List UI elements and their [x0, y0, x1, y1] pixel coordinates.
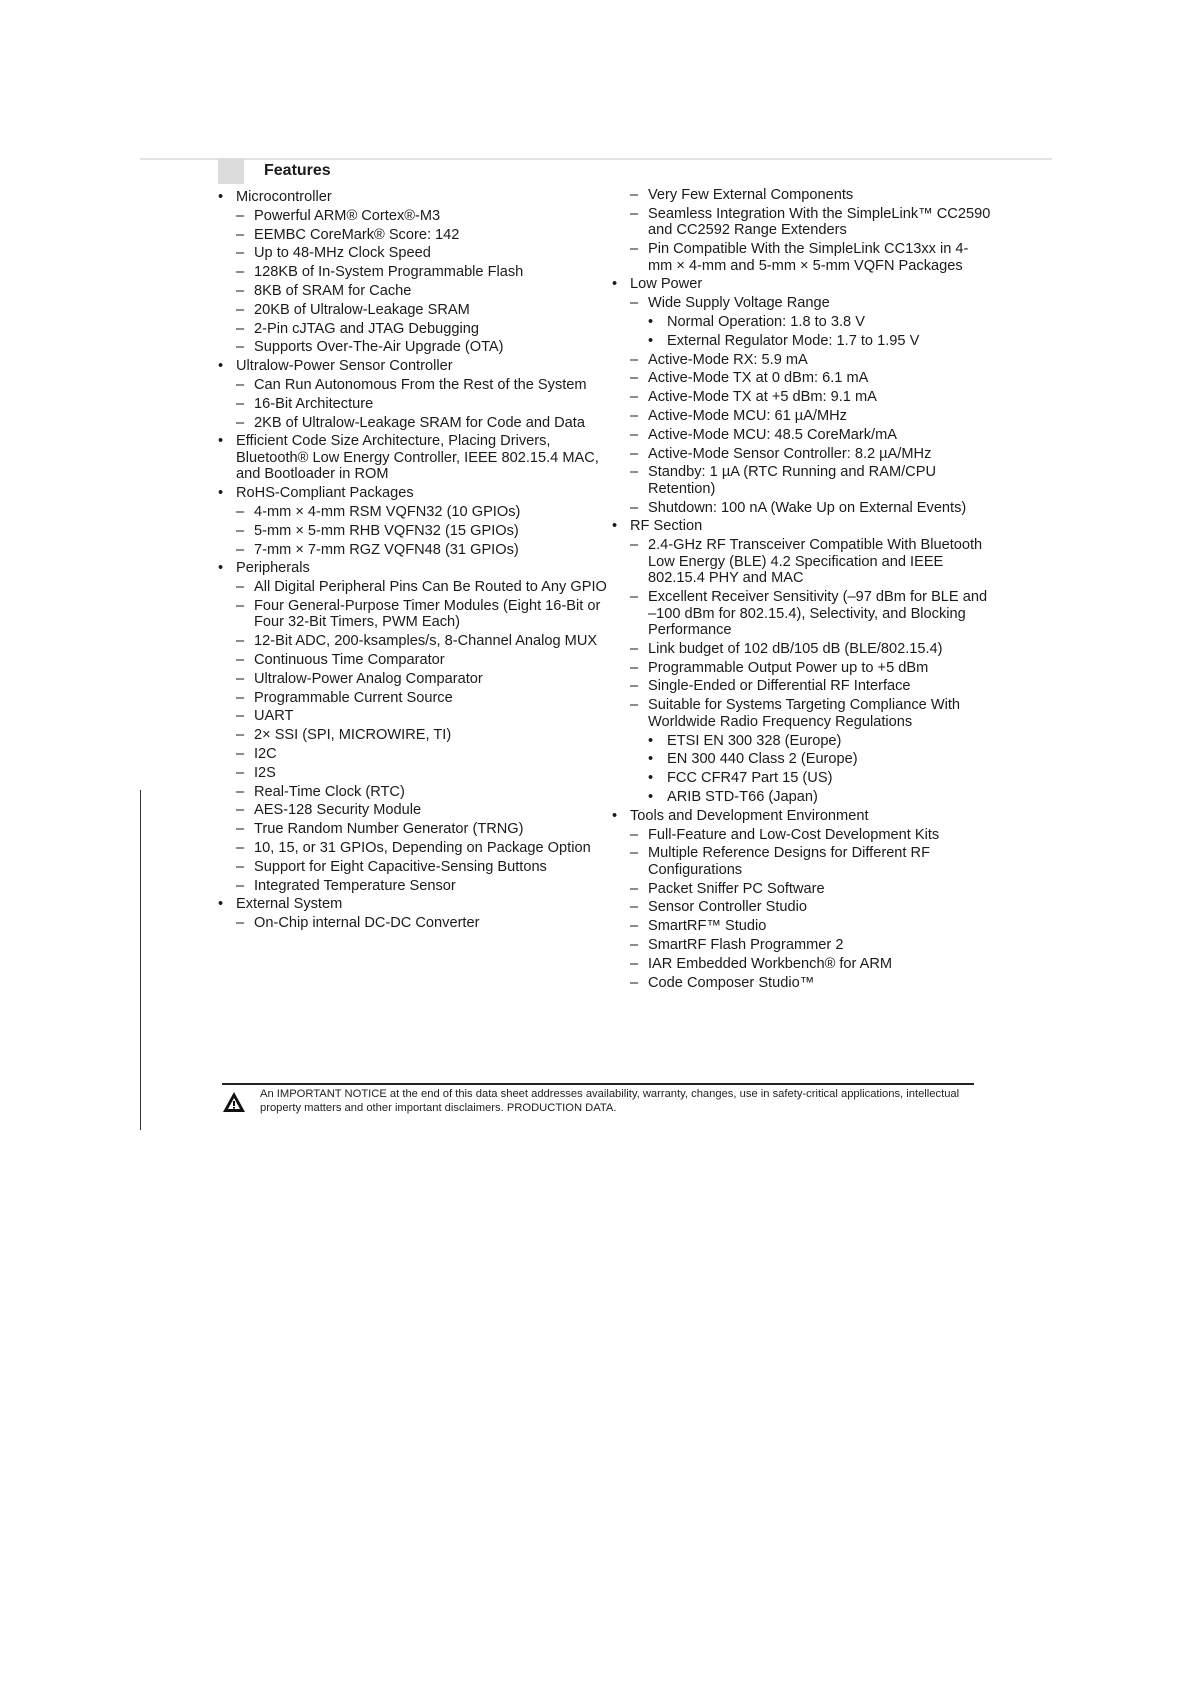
feature-subitem: • EN 300 440 Class 2 (Europe)	[612, 751, 992, 768]
feature-category: • RF Section	[612, 518, 992, 535]
feature-subitem: • Normal Operation: 1.8 to 3.8 V	[612, 314, 992, 331]
left-margin-rule	[140, 790, 141, 1130]
important-notice-text: An IMPORTANT NOTICE at the end of this data sheet addresses availability, warranty, changes, use in safety-critical applications, intellectual property matters and other important disclaimers. PRODUCTION DATA.	[260, 1088, 960, 1114]
feature-subitem: • FCC CFR47 Part 15 (US)	[612, 770, 992, 787]
feature-item: – 20KB of Ultralow-Leakage SRAM	[218, 302, 610, 319]
feature-item: – 5-mm × 5-mm RHB VQFN32 (15 GPIOs)	[218, 523, 610, 540]
feature-item: – SmartRF Flash Programmer 2	[612, 937, 992, 954]
feature-subitem: • ETSI EN 300 328 (Europe)	[612, 733, 992, 750]
feature-item: – Four General-Purpose Timer Modules (Eight 16-Bit or Four 32-Bit Timers, PWM Each)	[218, 598, 610, 631]
feature-category: • RoHS-Compliant Packages	[218, 485, 610, 502]
feature-item: – 2-Pin cJTAG and JTAG Debugging	[218, 321, 610, 338]
important-notice	[222, 1083, 974, 1115]
feature-item: – 8KB of SRAM for Cache	[218, 283, 610, 300]
feature-item: – 16-Bit Architecture	[218, 396, 610, 413]
feature-item: – 2× SSI (SPI, MICROWIRE, TI)	[218, 727, 610, 744]
feature-item: – Up to 48-MHz Clock Speed	[218, 245, 610, 262]
feature-category: • Microcontroller	[218, 189, 610, 206]
feature-item: – Seamless Integration With the SimpleLink™ CC2590 and CC2592 Range Extenders	[612, 206, 992, 239]
feature-item: – UART	[218, 708, 610, 725]
feature-item: – I2C	[218, 746, 610, 763]
feature-item: – Programmable Output Power up to +5 dBm	[612, 660, 992, 677]
feature-item: – Active-Mode Sensor Controller: 8.2 µA/MHz	[612, 446, 992, 463]
feature-item: – SmartRF™ Studio	[612, 918, 992, 935]
feature-category: • Efficient Code Size Architecture, Placing Drivers, Bluetooth® Low Energy Controller, IEEE 802.15.4 MAC, and Bootloader in ROM	[218, 433, 610, 483]
feature-item: – Real-Time Clock (RTC)	[218, 784, 610, 801]
feature-item: – Full-Feature and Low-Cost Development Kits	[612, 827, 992, 844]
feature-item: – Pin Compatible With the SimpleLink CC13xx in 4-mm × 4-mm and 5-mm × 5-mm VQFN Packages	[612, 241, 992, 274]
feature-item: – EEMBC CoreMark® Score: 142	[218, 227, 610, 244]
feature-item: – Link budget of 102 dB/105 dB (BLE/802.15.4)	[612, 641, 992, 658]
feature-item: – Continuous Time Comparator	[218, 652, 610, 669]
features-heading: Features	[264, 162, 331, 179]
feature-category: • Ultralow-Power Sensor Controller	[218, 358, 610, 375]
feature-item: – Excellent Receiver Sensitivity (–97 dBm for BLE and –100 dBm for 802.15.4), Selectivity, and Blocking Performance	[612, 589, 992, 639]
feature-item: – I2S	[218, 765, 610, 782]
feature-item: – AES-128 Security Module	[218, 802, 610, 819]
feature-item: – Single-Ended or Differential RF Interface	[612, 678, 992, 695]
feature-item: – IAR Embedded Workbench® for ARM	[612, 956, 992, 973]
feature-item: – Supports Over-The-Air Upgrade (OTA)	[218, 339, 610, 356]
feature-subitem: • External Regulator Mode: 1.7 to 1.95 V	[612, 333, 992, 350]
feature-item: – Sensor Controller Studio	[612, 899, 992, 916]
feature-item: – True Random Number Generator (TRNG)	[218, 821, 610, 838]
feature-item: – Suitable for Systems Targeting Compliance With Worldwide Radio Frequency Regulations	[612, 697, 992, 730]
warning-triangle-icon	[222, 1091, 246, 1113]
features-right-column	[612, 187, 992, 993]
feature-category: • External System	[218, 896, 610, 913]
feature-item: – Active-Mode RX: 5.9 mA	[612, 352, 992, 369]
feature-item: – 128KB of In-System Programmable Flash	[218, 264, 610, 281]
feature-item: – Support for Eight Capacitive-Sensing Buttons	[218, 859, 610, 876]
feature-item: – Active-Mode MCU: 61 µA/MHz	[612, 408, 992, 425]
feature-item: – 2KB of Ultralow-Leakage SRAM for Code and Data	[218, 415, 610, 432]
feature-item: – Ultralow-Power Analog Comparator	[218, 671, 610, 688]
section-marker	[218, 158, 244, 184]
feature-item: – Wide Supply Voltage Range	[612, 295, 992, 312]
top-divider	[140, 158, 1052, 160]
feature-item: – 12-Bit ADC, 200-ksamples/s, 8-Channel Analog MUX	[218, 633, 610, 650]
feature-item: – Very Few External Components	[612, 187, 992, 204]
feature-item: – Active-Mode TX at +5 dBm: 9.1 mA	[612, 389, 992, 406]
feature-item: – Active-Mode MCU: 48.5 CoreMark/mA	[612, 427, 992, 444]
feature-item: – 10, 15, or 31 GPIOs, Depending on Package Option	[218, 840, 610, 857]
feature-item: – 7-mm × 7-mm RGZ VQFN48 (31 GPIOs)	[218, 542, 610, 559]
feature-item: – Integrated Temperature Sensor	[218, 878, 610, 895]
feature-category: • Low Power	[612, 276, 992, 293]
feature-item: – Active-Mode TX at 0 dBm: 6.1 mA	[612, 370, 992, 387]
feature-item: – Packet Sniffer PC Software	[612, 881, 992, 898]
feature-item: – 4-mm × 4-mm RSM VQFN32 (10 GPIOs)	[218, 504, 610, 521]
feature-item: – Shutdown: 100 nA (Wake Up on External Events)	[612, 500, 992, 517]
feature-item: – Standby: 1 µA (RTC Running and RAM/CPU Retention)	[612, 464, 992, 497]
feature-item: – Multiple Reference Designs for Different RF Configurations	[612, 845, 992, 878]
features-left-column	[218, 189, 610, 934]
feature-category: • Tools and Development Environment	[612, 808, 992, 825]
feature-item: – Code Composer Studio™	[612, 975, 992, 992]
feature-subitem: • ARIB STD-T66 (Japan)	[612, 789, 992, 806]
feature-item: – Powerful ARM® Cortex®-M3	[218, 208, 610, 225]
feature-category: • Peripherals	[218, 560, 610, 577]
feature-item: – All Digital Peripheral Pins Can Be Routed to Any GPIO	[218, 579, 610, 596]
feature-item: – 2.4-GHz RF Transceiver Compatible With Bluetooth Low Energy (BLE) 4.2 Specification and IEEE 802.15.4 PHY and MAC	[612, 537, 992, 587]
feature-item: – Can Run Autonomous From the Rest of the System	[218, 377, 610, 394]
feature-item: – Programmable Current Source	[218, 690, 610, 707]
feature-item: – On-Chip internal DC-DC Converter	[218, 915, 610, 932]
